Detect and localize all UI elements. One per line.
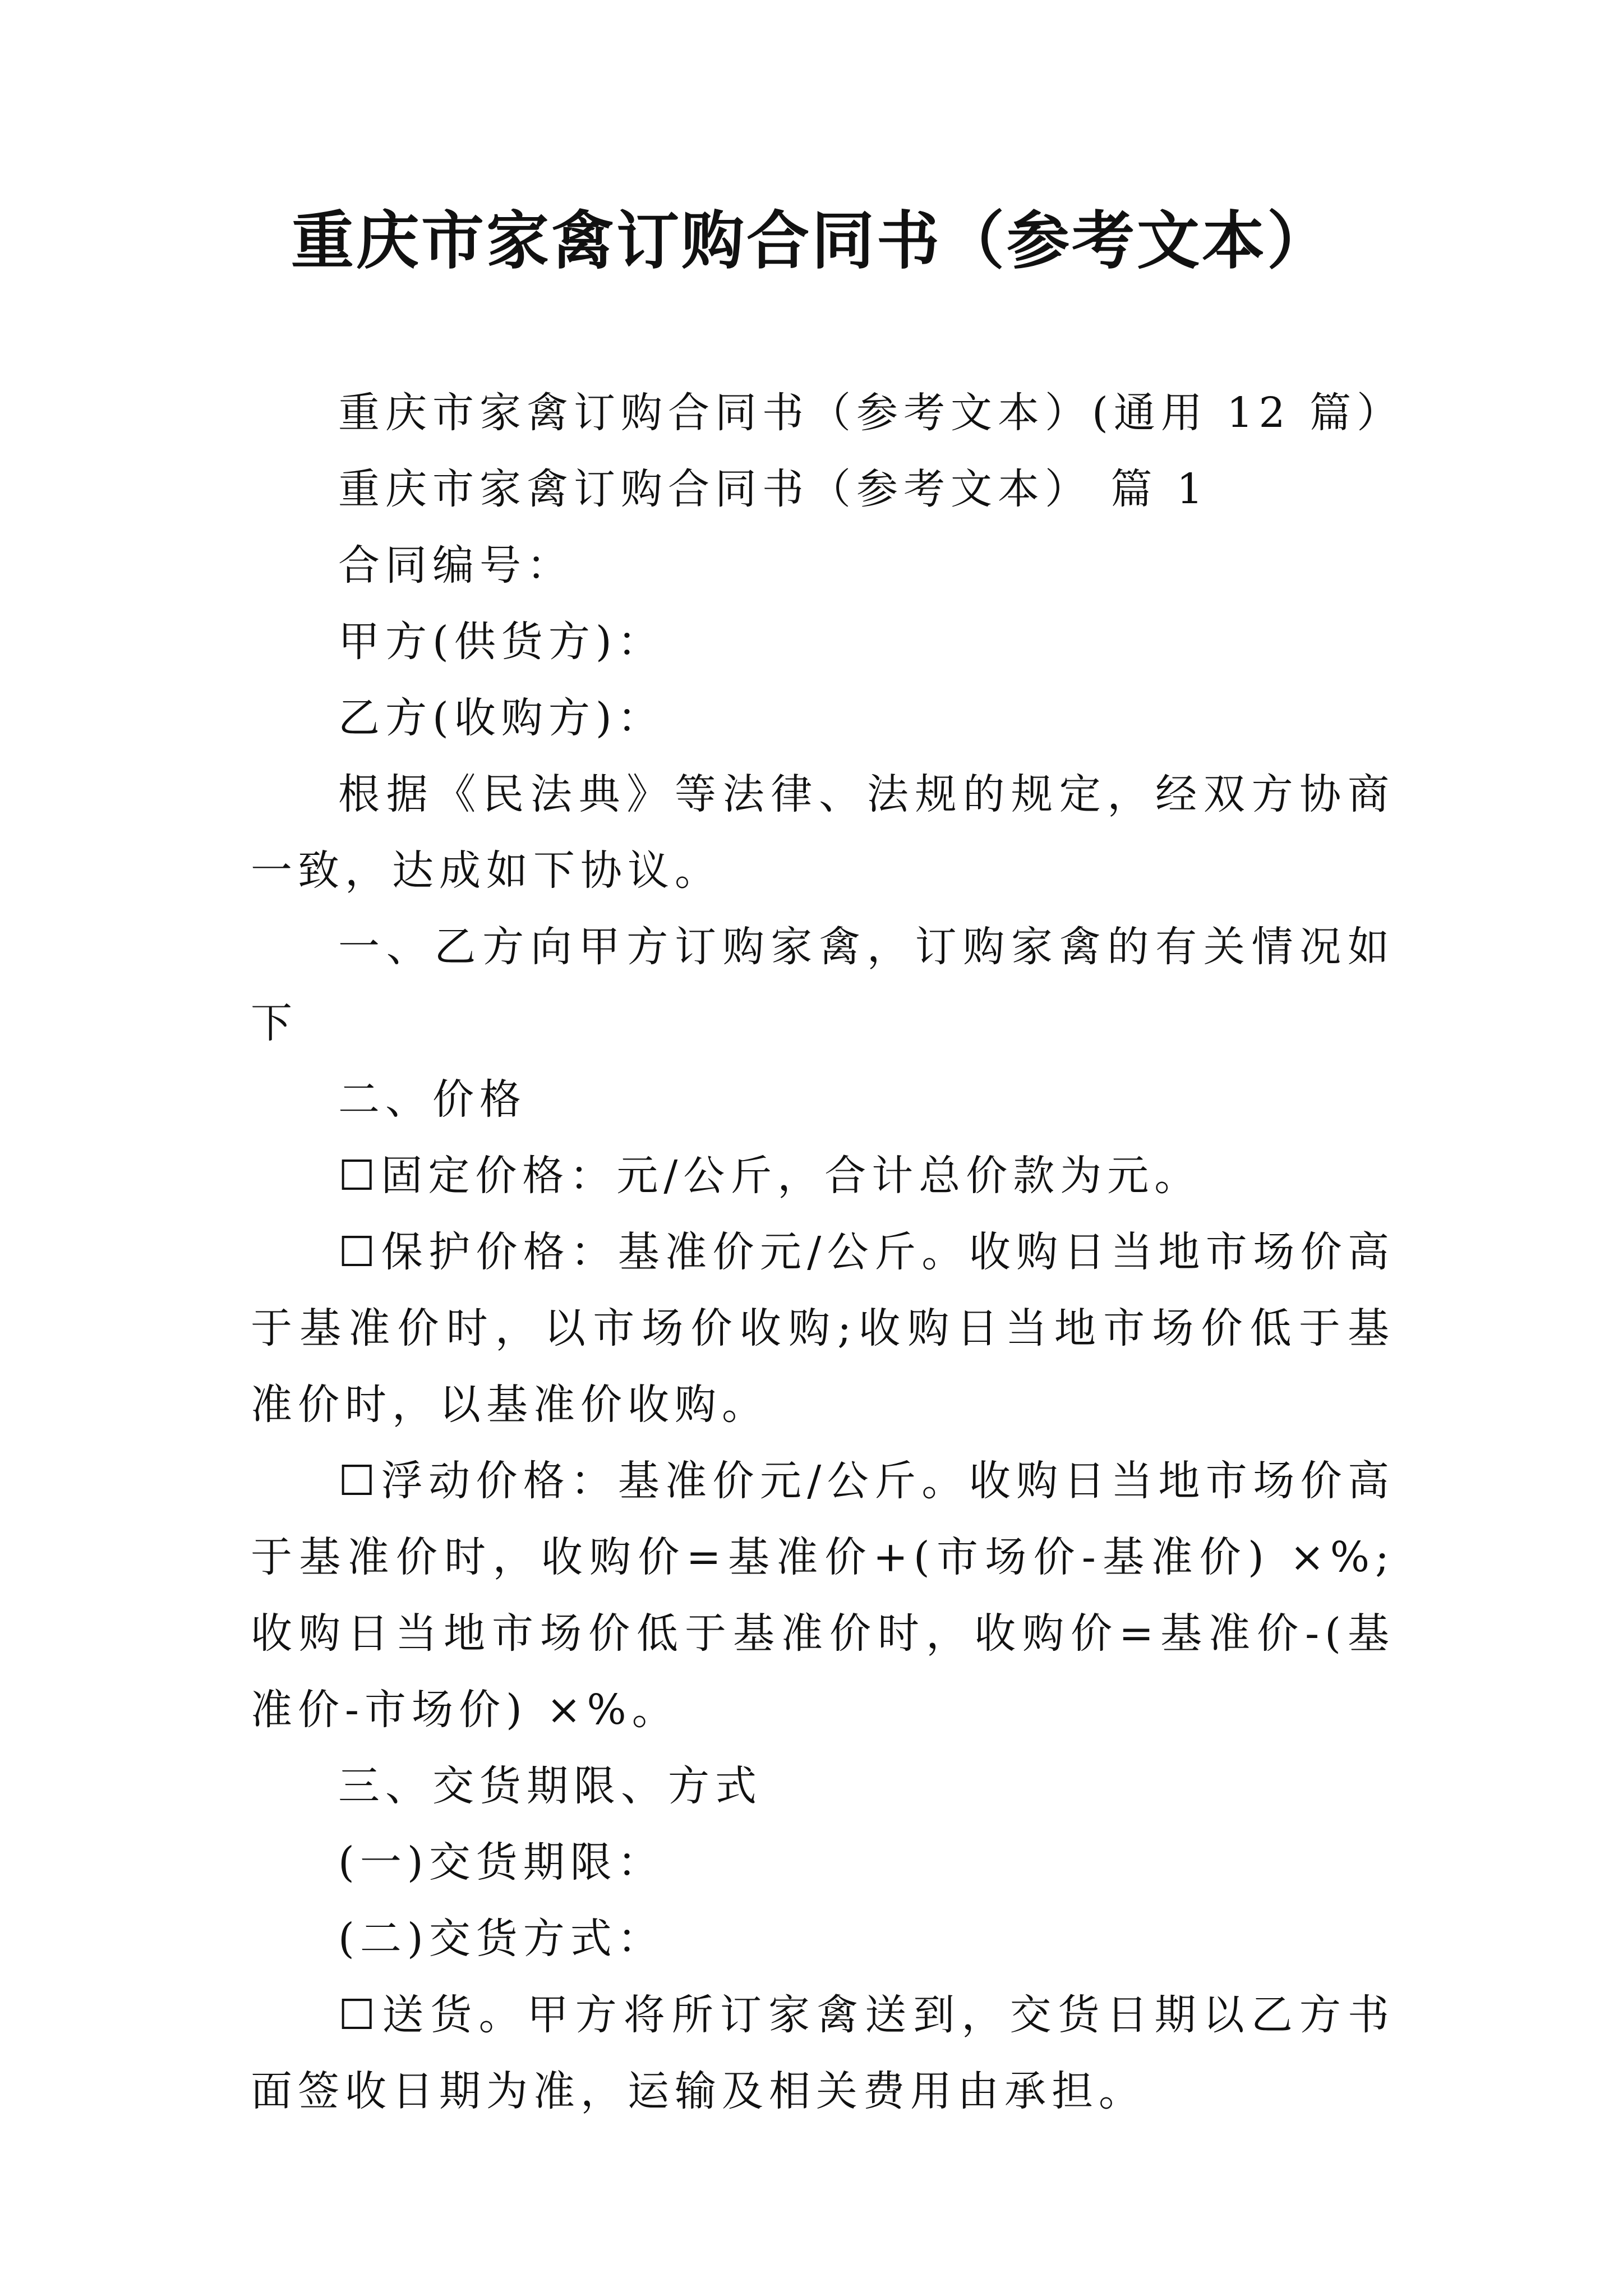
paragraph-fixed-price: ☐固定价格：元/公斤，合计总价款为元。 bbox=[338, 1152, 1202, 1200]
paragraph-clause-3: 三、交货期限、方式 bbox=[338, 1762, 762, 1810]
paragraph-delivery-term: (一)交货期限： bbox=[338, 1838, 665, 1887]
paragraph-delivery-option: ☐送货。甲方将所订家禽送到，交货日期以乙方书面签收日期为准，运输及相关费用由承担。 bbox=[251, 1991, 1395, 2115]
paragraph-floating-price: ☐浮动价格：基准价元/公斤。收购日当地市场价高于基准价时，收购价=基准价+(市场价-基准价) ×%;收购日当地市场价低于基准价时，收购价=基准价-(基准价-市场价) ×%。 bbox=[251, 1457, 1395, 1734]
paragraph-protected-price: ☐保护价格：基准价元/公斤。收购日当地市场价高于基准价时，以市场价收购;收购日当地市场价低于基准价时，以基准价收购。 bbox=[251, 1228, 1395, 1429]
paragraph-preamble: 根据《民法典》等法律、法规的规定，经双方协商一致，达成如下协议。 bbox=[251, 770, 1395, 895]
document-body bbox=[251, 375, 1404, 2129]
paragraph-section-heading: 重庆市家禽订购合同书（参考文本） 篇 1 bbox=[338, 465, 1209, 513]
paragraph-clause-2: 二、价格 bbox=[338, 1075, 527, 1124]
paragraph-party-b: 乙方(收购方)： bbox=[338, 694, 665, 742]
paragraph-collection-title: 重庆市家禽订购合同书（参考文本）(通用 12 篇） bbox=[338, 389, 1404, 437]
paragraph-contract-number: 合同编号： bbox=[338, 541, 574, 590]
document-title: 重庆市家禽订购合同书（参考文本） bbox=[291, 205, 1332, 278]
paragraph-party-a: 甲方(供货方)： bbox=[338, 618, 665, 666]
paragraph-clause-1: 一、乙方向甲方订购家禽，订购家禽的有关情况如下 bbox=[251, 923, 1395, 1047]
paragraph-delivery-method: (二)交货方式： bbox=[338, 1915, 665, 1963]
